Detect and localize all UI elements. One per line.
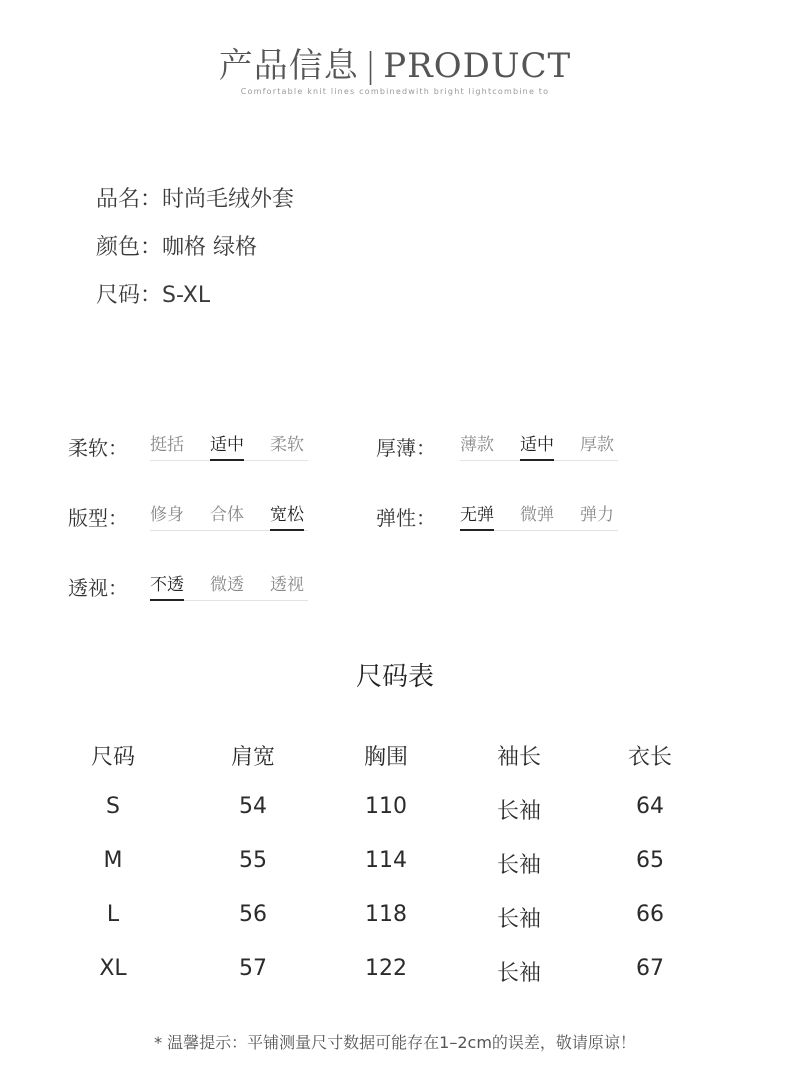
attr-label-thickness: 厚薄：: [376, 436, 436, 460]
table-cell: 118: [365, 902, 407, 927]
attr-option-selected: 适中: [210, 430, 244, 461]
table-cell: 114: [365, 848, 407, 873]
title-separator: |: [364, 46, 378, 86]
attr-option: 薄款: [460, 435, 494, 455]
attr-option: 合体: [210, 505, 244, 525]
page-title: [0, 38, 790, 87]
table-cell: 长袖: [496, 799, 541, 824]
table-cell: 122: [365, 956, 407, 981]
table-header-cell: 衣长: [627, 745, 672, 770]
product-name: 品名：时尚毛绒外套: [96, 187, 295, 212]
table-header-cell: 胸围: [363, 745, 408, 770]
attr-option-selected: 不透: [150, 570, 184, 601]
table-cell: 65: [636, 848, 664, 873]
table-cell: 66: [636, 902, 664, 927]
product-size: 尺码：S-XL: [96, 283, 211, 308]
attr-options-softness: [150, 430, 308, 461]
table-cell: M: [103, 848, 123, 873]
attr-label-elasticity: 弹性：: [376, 506, 436, 530]
size-chart-title: 尺码表: [355, 662, 434, 692]
attr-label-fit: 版型：: [68, 506, 128, 530]
title-cn: 产品信息: [218, 46, 359, 86]
attr-label-transparency: 透视：: [68, 576, 128, 600]
attr-option-selected: 适中: [520, 430, 554, 461]
table-cell: 67: [636, 956, 664, 981]
table-header-cell: 尺码: [90, 745, 135, 770]
attr-options-elasticity: [460, 500, 618, 531]
attr-option: 柔软: [270, 435, 304, 455]
attr-option: 弹力: [580, 505, 614, 525]
table-cell: S: [106, 794, 120, 819]
table-cell: 56: [239, 902, 267, 927]
product-color: 颜色：咖格 绿格: [96, 235, 257, 260]
attr-option: 修身: [150, 505, 184, 525]
attr-option: 微透: [210, 575, 244, 595]
table-cell: 54: [239, 794, 267, 819]
attr-options-thickness: [460, 430, 618, 461]
table-cell: 55: [239, 848, 267, 873]
table-cell: 长袖: [496, 853, 541, 878]
table-header-cell: 肩宽: [230, 745, 275, 770]
attr-option: 微弹: [520, 505, 554, 525]
attr-option-selected: 宽松: [270, 500, 304, 531]
table-cell: 64: [636, 794, 664, 819]
table-cell: 110: [365, 794, 407, 819]
table-cell: L: [106, 902, 120, 927]
attr-option: 挺括: [150, 435, 184, 455]
attr-options-fit: [150, 500, 308, 531]
attr-options-transparency: [150, 570, 308, 601]
table-header-cell: 袖长: [496, 745, 541, 770]
attr-option: 厚款: [580, 435, 614, 455]
page-subtitle: Comfortable knit lines combinedwith bright lightcombine to: [240, 87, 550, 96]
title-en: PRODUCT: [383, 46, 572, 86]
attr-option: 透视: [270, 575, 304, 595]
table-cell: XL: [99, 956, 127, 981]
table-cell: 长袖: [496, 961, 541, 986]
table-cell: 长袖: [496, 907, 541, 932]
footnote: * 温馨提示：平铺测量尺寸数据可能存在1–2cm的误差，敬请原谅！: [154, 1033, 636, 1052]
attr-option-selected: 无弹: [460, 500, 494, 531]
table-cell: 57: [239, 956, 267, 981]
attr-label-softness: 柔软：: [68, 436, 128, 460]
